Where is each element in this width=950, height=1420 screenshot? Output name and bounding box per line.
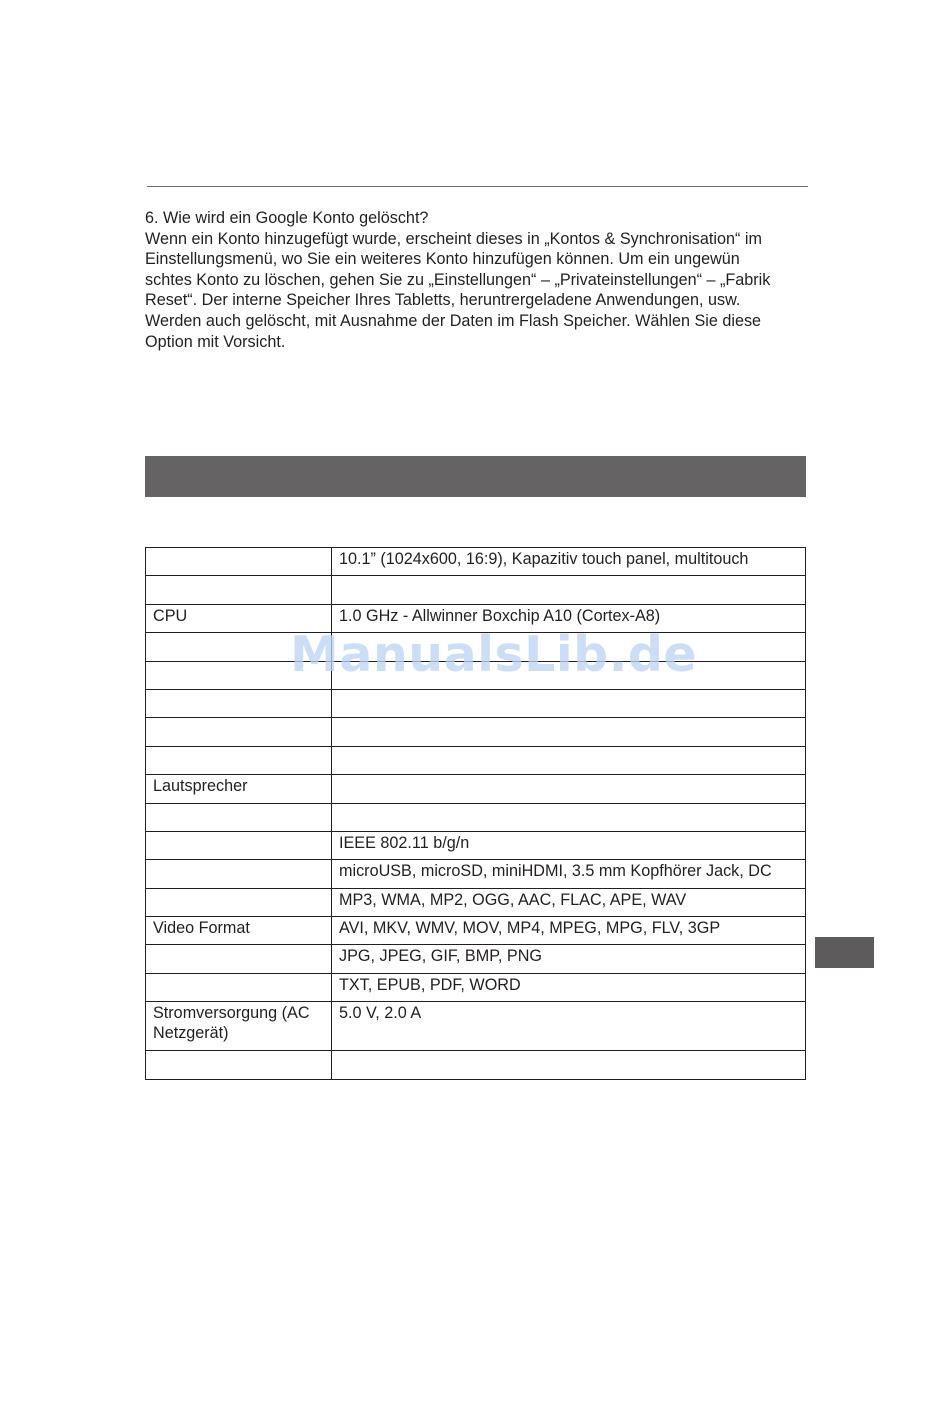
table-row [146, 689, 806, 717]
spec-value: MP3, WMA, MP2, OGG, AAC, FLAC, APE, WAV [332, 888, 806, 916]
faq-question: 6. Wie wird ein Google Konto gelöscht? [145, 209, 429, 227]
spec-label [146, 718, 332, 746]
spec-value [332, 746, 806, 774]
spec-value [332, 1051, 806, 1079]
spec-label [146, 1051, 332, 1079]
table-row [146, 1051, 806, 1079]
section-header-bar [145, 456, 806, 497]
faq-answer-line: Einstellungsmenü, wo Sie ein weiteres Konto hinzufügen können. Um ein ungewün [145, 250, 740, 269]
table-row [146, 1002, 806, 1051]
spec-value: 1.0 GHz - Allwinner Boxchip A10 (Cortex-A8) [332, 604, 806, 632]
table-row [146, 917, 806, 945]
spec-value: TXT, EPUB, PDF, WORD [332, 973, 806, 1001]
table-row [146, 860, 806, 888]
spec-label: Stromversorgung (AC Netzgerät) [146, 1002, 332, 1051]
spec-label: Lautsprecher [146, 775, 332, 803]
header-divider [147, 186, 808, 187]
spec-label: Video Format [146, 917, 332, 945]
faq-section [145, 208, 813, 352]
table-row [146, 548, 806, 576]
table-row [146, 945, 806, 973]
spec-value [332, 689, 806, 717]
spec-label: CPU [146, 604, 332, 632]
spec-value [332, 576, 806, 604]
table-row [146, 973, 806, 1001]
table-row [146, 775, 806, 803]
spec-label [146, 888, 332, 916]
table-row [146, 718, 806, 746]
spec-value [332, 718, 806, 746]
spec-label [146, 803, 332, 831]
table-row [146, 888, 806, 916]
spec-label [146, 860, 332, 888]
spec-label [146, 945, 332, 973]
spec-value: microUSB, microSD, miniHDMI, 3.5 mm Kopfhörer Jack, DC [332, 860, 806, 888]
spec-value: AVI, MKV, WMV, MOV, MP4, MPEG, MPG, FLV, 3GP [332, 917, 806, 945]
table-row [146, 831, 806, 859]
spec-value: 10.1” (1024x600, 16:9), Kapazitiv touch panel, multitouch [332, 548, 806, 576]
watermark-text: ManualsLib.de [290, 626, 698, 683]
spec-value [332, 775, 806, 803]
spec-value [332, 803, 806, 831]
spec-value: JPG, JPEG, GIF, BMP, PNG [332, 945, 806, 973]
spec-value: IEEE 802.11 b/g/n [332, 831, 806, 859]
spec-label [146, 689, 332, 717]
table-row [146, 803, 806, 831]
spec-label [146, 576, 332, 604]
spec-label [146, 831, 332, 859]
spec-value: 5.0 V, 2.0 A [332, 1002, 806, 1051]
faq-answer-line: Werden auch gelöscht, mit Ausnahme der Daten im Flash Speicher. Wählen Sie diese [145, 311, 762, 330]
table-row [146, 576, 806, 604]
page-side-tab [815, 937, 874, 968]
spec-label [146, 973, 332, 1001]
spec-label [146, 548, 332, 576]
faq-answer-line: Wenn ein Konto hinzugefügt wurde, erscheint dieses in „Kontos & Synchronisation“ im [145, 229, 762, 248]
faq-answer-line: Reset“. Der interne Speicher Ihres Tabletts, heruntrergeladene Anwendungen, usw. [145, 291, 741, 310]
faq-answer-line: Option mit Vorsicht. [145, 332, 286, 351]
faq-answer-line: schtes Konto zu löschen, gehen Sie zu „Einstellungen“ – „Privateinstellungen“ – „Fabrik [145, 270, 771, 289]
table-row [146, 746, 806, 774]
spec-label [146, 746, 332, 774]
